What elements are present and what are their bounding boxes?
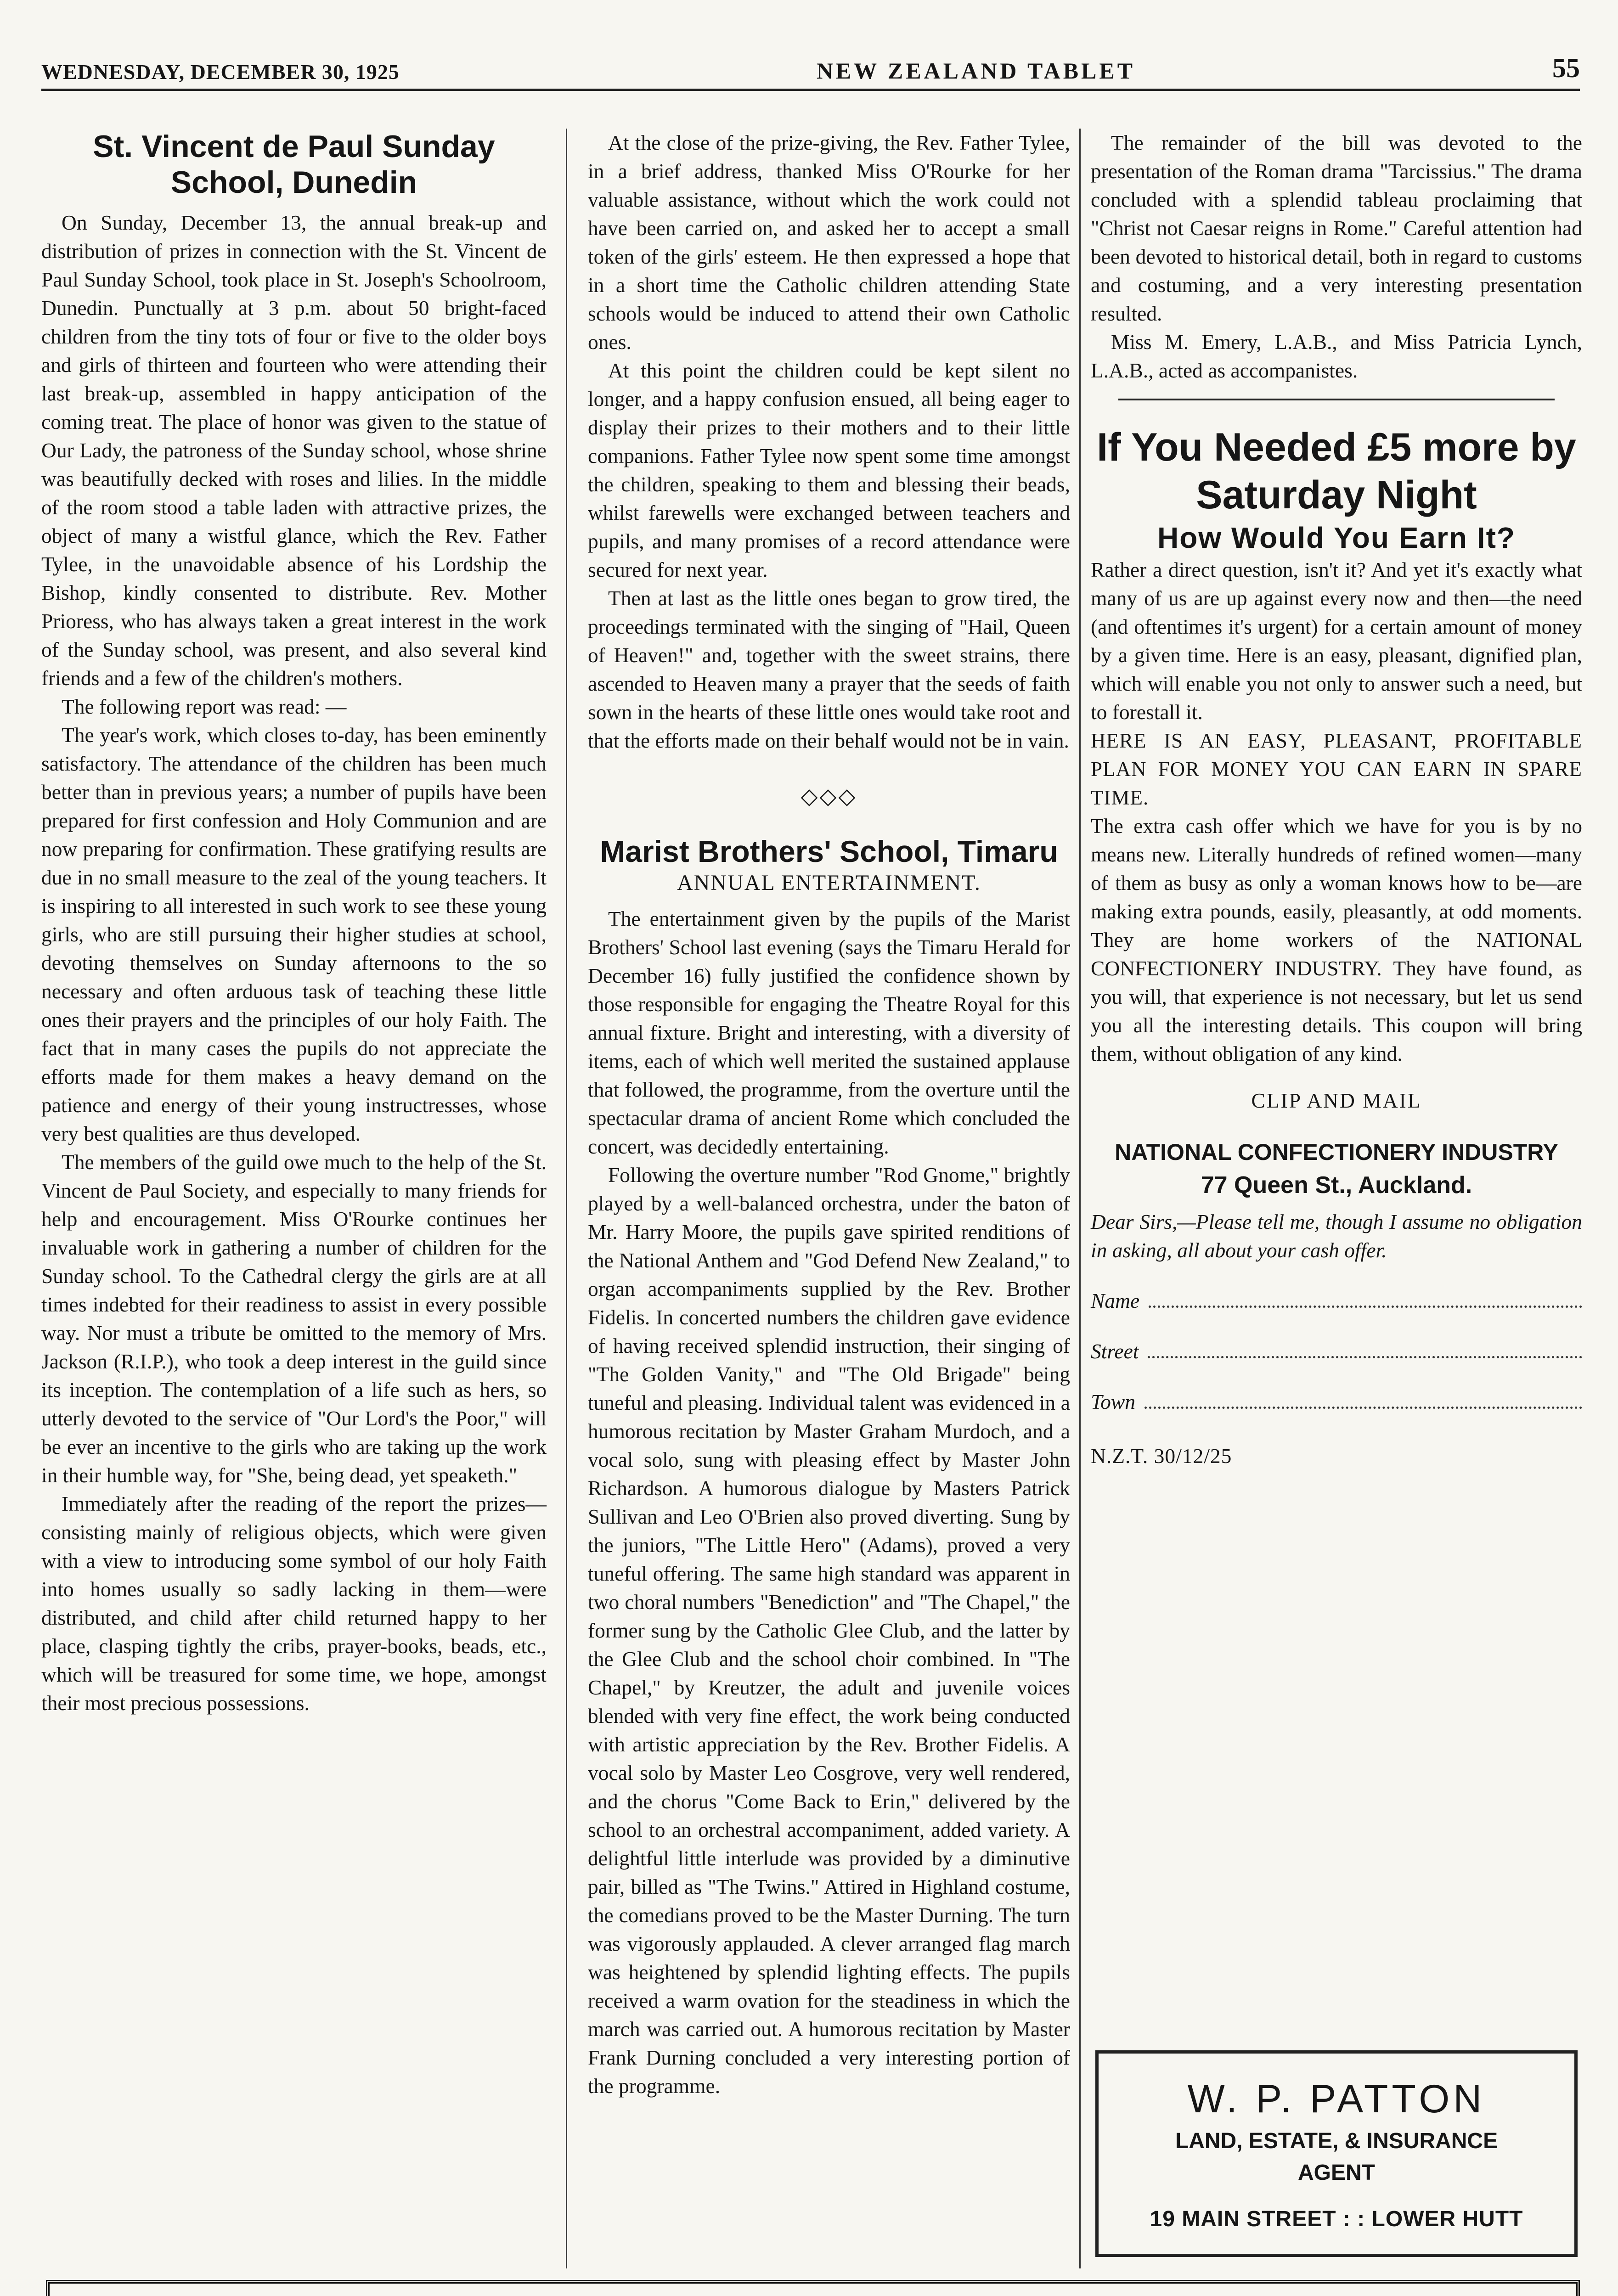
patton-name: W. P. PATTON — [1187, 2077, 1486, 2121]
issue-date: WEDNESDAY, DECEMBER 30, 1925 — [41, 60, 400, 84]
paper-name: NEW ZEALAND TABLET — [816, 58, 1136, 84]
company-name: NATIONAL CONFECTIONERY INDUSTRY — [1115, 1139, 1558, 1165]
article-1-paragraph: Immediately after the reading of the report the prizes—consisting mainly of religious objects, which were given with a view to introducing some symbol of our holy Faith into homes usually so sadly lacking in them—were distributed, and child after child returned happy to her place, clasping tightly the cribs, prayer-books, beads, etc., which will be treasured for some time, we hope, amongst their most precious possessions. — [41, 1492, 547, 1715]
article-1-paragraph: The following report was read: — — [62, 695, 347, 718]
divider — [1118, 399, 1555, 400]
column-1 — [41, 129, 547, 1717]
ad-body: The extra cash offer which we have for you is by no means new. Literally hundreds of refined women—many of them as busy as only a woman knows how to be—are making extra pounds, easily, pleasantly, at odd moments. They are home workers of the NATIONAL CONFECTIONERY INDUSTRY. They have found, as you will, that experience is not necessary, but let us send you all the interesting details. This coupon will bring them, without obligation of any kind. — [1091, 814, 1582, 1065]
article-1-paragraph: At the close of the prize-giving, the Rev. Father Tylee, in a brief address, thanked Miss O'Rourke for her valuable assistance, without which the work could not have been carried on, and asked her to accept a small token of the girls' esteem. He then expressed a hope that in a short time the Catholic children attending State schools would be induced to attend their own Catholic ones. — [588, 131, 1070, 354]
name-field-line[interactable] — [1149, 1294, 1582, 1308]
street-field-label: Street — [1091, 1339, 1139, 1363]
name-field[interactable] — [1091, 1287, 1582, 1315]
article-2-title: Marist Brothers' School, Timaru — [600, 834, 1058, 868]
ad-caps-line: HERE IS AN EASY, PLEASANT, PROFITABLE PLAN FOR MONEY YOU CAN EARN IN SPARE TIME. — [1091, 729, 1582, 809]
street-field-line[interactable] — [1148, 1345, 1582, 1358]
article-1-paragraph: At this point the children could be kept silent no longer, and a happy confusion ensued, all being eager to display their prizes to their mothers and to their little companions. Father Tylee now spent some time amongst the children, speaking to them and blessing their beads, whilst farewells were exchanged between teachers and pupils, and many promises of a record attendance were secured for next year. — [588, 359, 1070, 581]
patton-address: 19 MAIN STREET : : LOWER HUTT — [1150, 2207, 1523, 2231]
ad-intro: Rather a direct question, isn't it? And yet it's exactly what many of us are up against every now and then—the need (and oftentimes it's urgent) for a certain amount of money by a given time. Here is an easy, pleasant, dignified plan, which will enable you not only to answer such a need, but to forestall it. — [1091, 558, 1582, 724]
ad-subhead: How Would You Earn It? — [1157, 521, 1516, 554]
column-rule — [1079, 129, 1081, 2268]
column-3 — [1091, 129, 1582, 1470]
town-field-label: Town — [1091, 1390, 1135, 1413]
coupon-salutation: Dear Sirs,—Please tell me, though I assume no obligation in asking, all about your cash offer. — [1091, 1210, 1582, 1262]
section-ornament: ◇◇◇ — [801, 784, 857, 809]
ad-headline: If You Needed £5 more by Saturday Night — [1097, 425, 1576, 517]
article-2-paragraph: The remainder of the bill was devoted to the presentation of the Roman drama "Tarcissius." The drama concluded with a splendid tableau proclaiming that "Christ not Caesar reigns in Rome." Careful attention had been devoted to historical detail, both in regard to customs and costuming, and a very interesting presentation resulted. — [1091, 131, 1582, 325]
clip-and-mail: CLIP AND MAIL — [1251, 1089, 1422, 1112]
article-2-paragraph: Miss M. Emery, L.A.B., and Miss Patricia Lynch, L.A.B., acted as accompanistes. — [1091, 330, 1582, 382]
article-1-paragraph: On Sunday, December 13, the annual break-up and distribution of prizes in connection with the St. Vincent de Paul Sunday School, took place in St. Joseph's Schoolroom, Dunedin. Punctually at 3 p.m. about 50 bright-faced children from the tiny tots of four or five to the older boys and girls of thirteen and fourteen who were attending their last break-up, assembled in happy anticipation of the coming treat. The place of honor was given to the statue of Our Lady, the patroness of the Sunday school, whose shrine was beautifully decked with roses and lilies. In the middle of the room stood a table laden with attractive prizes, the object of many a wistful glance, which the Rev. Father Tylee, in the unavoidable absence of his Lordship the Bishop, kindly consented to distribute. Rev. Mother Prioress, who has always taken a great interest in the work of the Sunday school, was present, and also several kind friends and a few of the children's mothers. — [41, 211, 547, 690]
company-address: 77 Queen St., Auckland. — [1201, 1172, 1472, 1199]
article-2-paragraph: Following the overture number "Rod Gnome," brightly played by a well-balanced orchestra, under the baton of Mr. Harry Moore, the pupils gave spirited renditions of the National Anthem and "God Defend New Zealand," to organ accompaniments supplied by the Rev. Brother Fidelis. In concerted numbers the children gave evidence of having received splendid instruction, their singing of "The Golden Vanity," and "The Old Brigade" being tuneful and pleasing. Individual talent was evidenced in a humorous recitation by Master Graham Murdoch, and a vocal solo, sung with pleasing effect by Master John Richardson. A humorous dialogue by Masters Patrick Sullivan and Leo O'Brien also proved diverting. Sung by the juniors, "The Little Hero" (Adams), proved a very tuneful offering. The same high standard was apparent in two choral numbers "Benediction" and "The Chapel," the former sung by the Catholic Glee Club, and the latter by the Glee Club and the school choir combined. In "The Chapel," by Kreutzer, the adult and juvenile voices blended with very fine effect, the work being conducted with artistic appreciation by the Rev. Brother Fidelis. A vocal solo by Master Leo Cosgrove, very well rendered, and the chorus "Come Back to Erin," delivered by the school to an orchestral accompaniment, added variety. A delightful little interlude was provided by a diminutive pair, billed as "The Twins." Attired in Highland costume, the comedians proved to be the Master Durning. The turn was vigorously applauded. A clever arranged flag march was heightened by splendid lighting effects. The pupils received a warm ovation for the steadiness in which the march was carried out. A humorous recitation by Master Frank Durning concluded a very interesting portion of the programme. — [588, 1163, 1070, 2098]
article-2-subtitle: ANNUAL ENTERTAINMENT. — [677, 871, 981, 895]
article-1-paragraph: The year's work, which closes to-day, has been eminently satisfactory. The attendance of the children has been much better than in previous years; a number of pupils have been prepared for first confession and Holy Communion and are now preparing for confirmation. These gratifying results are due in no small measure to the zeal of the young teachers. It is inspiring to all interested in such work to see these young girls, who are still pursuing their higher studies at school, devoting themselves on Sunday afternoons to the so necessary and often arduous task of teaching these little ones their prayers and the principles of our holy Faith. The fact that in many cases the pupils do not appreciate the efforts made for them makes a heavy demand on the patience and energy of their young instructresses, whose very best qualities are thus developed. — [41, 723, 547, 1145]
article-2-paragraph: The entertainment given by the pupils of the Marist Brothers' School last evening (says the Timaru Herald for December 16) fully justified the confidence shown by those responsible for engaging the Theatre Royal for this annual fixture. Bright and interesting, with a diversity of items, each of which well merited the sustained applause that followed, the programme, from the overture until the spectacular drama of ancient Rome which concluded the concert, was decidedly entertaining. — [588, 907, 1070, 1158]
column-2 — [588, 129, 1070, 2100]
page-number: 55 — [1552, 53, 1580, 83]
article-1-paragraph: The members of the guild owe much to the help of the St. Vincent de Paul Society, and especially to many friends for help and encouragement. Miss O'Rourke continues her invaluable work in gathering a number of children for the Sunday school. To the Cathedral clergy the girls are at all times indebted for their readiness to assist in every possible way. Nor must a tribute be omitted to the memory of Mrs. Jackson (R.I.P.), who took a deep interest in the guild since its inception. The contemplation of a life such as hers, so utterly devoted to the service of "Our Lord's the Poor," will be ever an incentive to the girls who are taking up the work in their humble way, for "She, being dead, yet speaketh." — [41, 1150, 547, 1487]
short-ad — [46, 2280, 1580, 2296]
town-field-line[interactable] — [1144, 1395, 1582, 1409]
article-1-title: St. Vincent de Paul Sunday School, Dunedin — [93, 129, 495, 200]
masthead — [41, 54, 1580, 91]
patton-line-2: AGENT — [1298, 2161, 1375, 2185]
confectionery-ad — [1091, 423, 1582, 1470]
patton-line-1: LAND, ESTATE, & INSURANCE — [1175, 2129, 1498, 2153]
article-1-paragraph: Then at last as the little ones began to grow tired, the proceedings terminated with the singing of "Hail, Queen of Heaven!" and, together with the sweet strains, there ascended to Heaven many a prayer that the seeds of faith sown in the hearts of these little ones would take root and that the efforts made on their behalf would not be in vain. — [588, 586, 1070, 752]
patton-ad — [1095, 2050, 1578, 2257]
coupon-code: N.Z.T. 30/12/25 — [1091, 1444, 1232, 1468]
town-field[interactable] — [1091, 1388, 1582, 1416]
street-field[interactable] — [1091, 1337, 1582, 1366]
name-field-label: Name — [1091, 1289, 1140, 1312]
column-rule — [566, 129, 567, 2268]
